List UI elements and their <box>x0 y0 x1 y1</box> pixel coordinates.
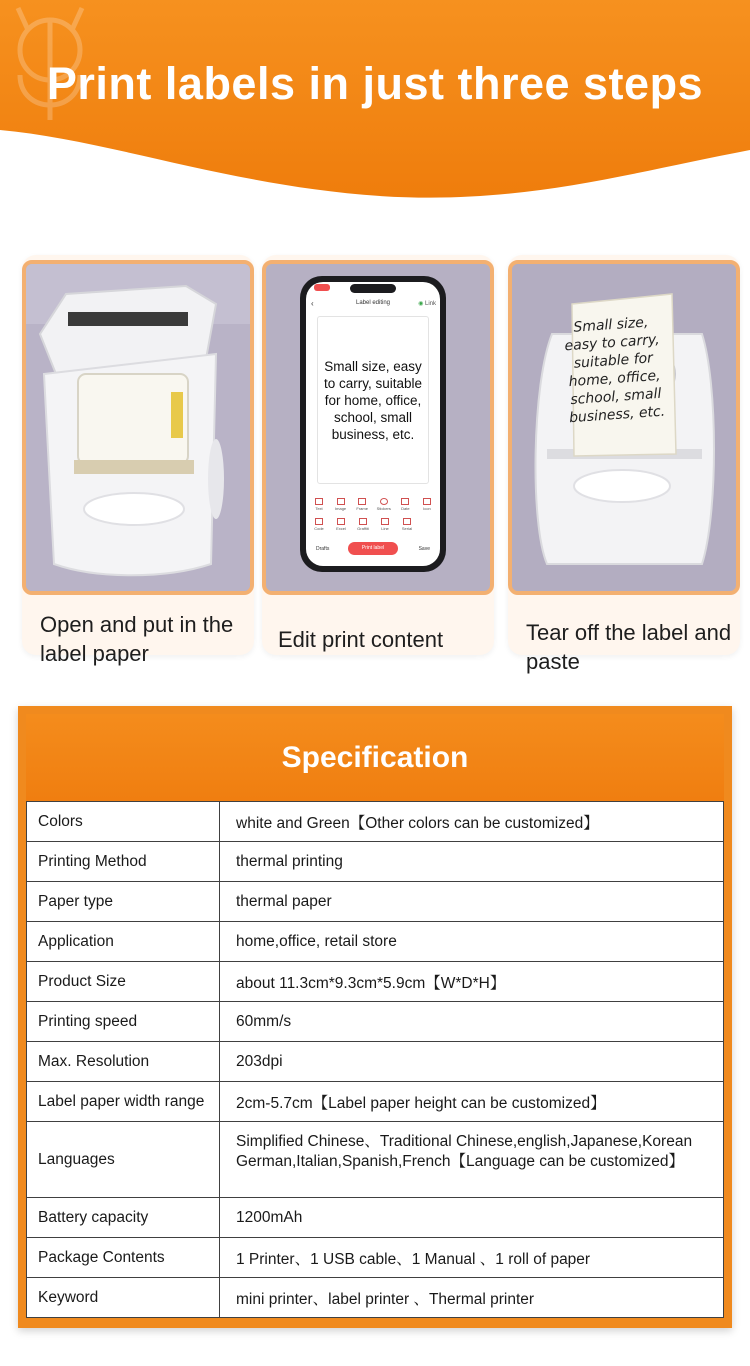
table-row <box>27 1002 724 1042</box>
tool-excel[interactable] <box>332 518 350 531</box>
spec-value: 2cm-5.7cm【Label paper height can be customized】 <box>220 1082 724 1122</box>
spec-key: Application <box>27 922 220 962</box>
spec-value: 1 Printer、1 USB cable、1 Manual 、1 roll of paper <box>220 1238 724 1278</box>
tool-label: Date <box>401 506 410 511</box>
tool-row-2 <box>310 518 416 531</box>
table-row <box>27 1082 724 1122</box>
spec-value: thermal printing <box>220 842 724 882</box>
tool-icon[interactable] <box>418 498 436 511</box>
step-caption: Edit print content <box>278 627 444 652</box>
link-status[interactable]: ◉ Link <box>418 301 436 307</box>
table-row <box>27 922 724 962</box>
spec-key: Printing speed <box>27 1002 220 1042</box>
step-caption: Open and put in the label paper <box>40 612 234 666</box>
printed-label-text: Small size, easy to carry, suitable for home, office, school, small business, etc. <box>564 314 666 427</box>
spec-value: mini printer、label printer 、Thermal printer <box>220 1278 724 1318</box>
specification-table <box>26 801 724 1318</box>
spec-value: thermal paper <box>220 882 724 922</box>
phone-status-time <box>314 284 330 291</box>
print-label-text: Print label <box>361 545 385 551</box>
tool-line[interactable] <box>376 518 394 531</box>
icon-tool-icon <box>423 498 431 505</box>
step-caption: Tear off the label and paste <box>526 620 732 674</box>
step-card-tear-label <box>508 255 740 674</box>
print-label-button[interactable] <box>348 542 398 555</box>
tool-label: Code <box>314 526 324 531</box>
code-tool-icon <box>315 518 323 525</box>
screen-title: Label editing <box>355 300 391 306</box>
tool-label: Icon <box>423 506 431 511</box>
spec-value: white and Green【Other colors can be customized】 <box>220 802 724 842</box>
printer-closed-illustration <box>512 264 716 591</box>
spec-value: 1200mAh <box>220 1198 724 1238</box>
tool-label: Serial <box>401 526 413 531</box>
specification-title: Specification <box>281 740 469 774</box>
spec-key: Battery capacity <box>27 1198 220 1238</box>
tool-label: Image <box>335 506 347 511</box>
tool-stickers[interactable] <box>375 498 393 511</box>
excel-tool-icon <box>337 518 345 525</box>
tool-label: Text <box>315 506 323 511</box>
table-row <box>27 1238 724 1278</box>
table-row <box>27 802 724 842</box>
spec-value: Simplified Chinese、Traditional Chinese,english,Japanese,Korean German,Italian,Spanish,French【Language can be customized】 <box>220 1122 724 1198</box>
table-row <box>27 1122 724 1198</box>
tool-row-1 <box>310 498 436 511</box>
tool-image[interactable] <box>332 498 350 511</box>
page-title: Print labels in just three steps <box>46 58 704 109</box>
tool-label: Line <box>381 526 389 531</box>
step-card-edit-content <box>262 255 494 655</box>
drafts-button[interactable]: Drafts <box>316 546 330 552</box>
tool-label: Frame <box>356 506 368 511</box>
tool-date[interactable] <box>396 498 414 511</box>
tool-frame[interactable] <box>353 498 371 511</box>
text-tool-icon <box>315 498 323 505</box>
spec-key: Keyword <box>27 1278 220 1318</box>
image-tool-icon <box>337 498 345 505</box>
phone-notch <box>350 284 396 293</box>
spec-value: home,office, retail store <box>220 922 724 962</box>
step-photo-printed-label <box>508 260 740 595</box>
table-row <box>27 842 724 882</box>
spec-key: Label paper width range <box>27 1082 220 1122</box>
save-button[interactable]: Save <box>418 546 430 552</box>
spec-key: Package Contents <box>27 1238 220 1278</box>
phone-screen <box>306 282 440 566</box>
spec-value: about 11.3cm*9.3cm*5.9cm【W*D*H】 <box>220 962 724 1002</box>
table-row <box>27 1198 724 1238</box>
tool-text[interactable] <box>310 498 328 511</box>
table-row <box>27 1042 724 1082</box>
spec-key: Product Size <box>27 962 220 1002</box>
spec-key: Paper type <box>27 882 220 922</box>
specification-panel <box>18 706 732 1328</box>
date-tool-icon <box>401 498 409 505</box>
table-row <box>27 1278 724 1318</box>
step-photo-open-printer <box>22 260 254 595</box>
phone-bottom-bar <box>306 541 440 557</box>
spec-key: Colors <box>27 802 220 842</box>
tool-graffiti[interactable] <box>354 518 372 531</box>
label-preview <box>317 316 429 484</box>
printer-open-illustration <box>26 264 250 591</box>
header-banner <box>0 0 750 210</box>
table-row <box>27 882 724 922</box>
label-preview-text: Small size, easy to carry, suitable for home, office, school, small business, etc. <box>323 358 423 442</box>
spec-key: Printing Method <box>27 842 220 882</box>
tool-label: Graffiti <box>357 526 369 531</box>
serial-tool-icon <box>403 518 411 525</box>
back-arrow-icon[interactable]: ‹ <box>311 299 314 308</box>
tool-label: Stickers <box>376 506 391 511</box>
phone-device <box>300 276 446 572</box>
tool-code[interactable] <box>310 518 328 531</box>
spec-value: 60mm/s <box>220 1002 724 1042</box>
tool-serial[interactable] <box>398 518 416 531</box>
spec-key: Languages <box>27 1122 220 1198</box>
phone-app-bar <box>306 296 440 312</box>
graffiti-tool-icon <box>359 518 367 525</box>
link-label: Link <box>424 301 436 307</box>
step-card-open-printer <box>22 255 254 666</box>
line-tool-icon <box>381 518 389 525</box>
table-row <box>27 962 724 1002</box>
frame-tool-icon <box>358 498 366 505</box>
tool-label: Excel <box>336 526 346 531</box>
step-photo-phone-app <box>262 260 494 595</box>
spec-key: Max. Resolution <box>27 1042 220 1082</box>
stickers-tool-icon <box>380 498 388 505</box>
specification-header <box>26 714 724 801</box>
spec-value: 203dpi <box>220 1042 724 1082</box>
